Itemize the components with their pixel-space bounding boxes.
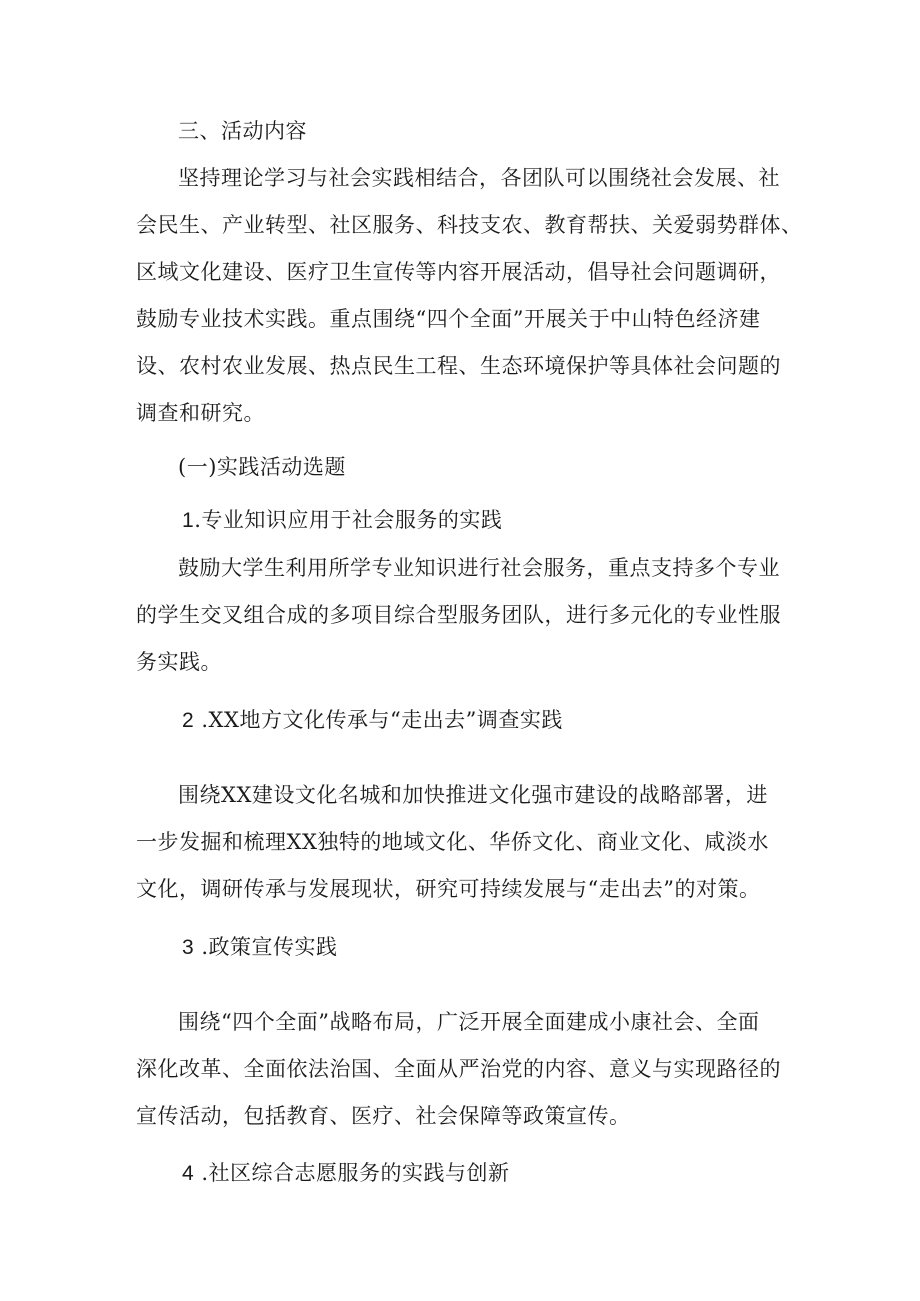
paragraph-line: 宣传活动，包括教育、医疗、社会保障等政策宣传。	[136, 1104, 631, 1128]
item-number: 2	[182, 709, 195, 732]
item-heading	[182, 505, 502, 536]
item-title: .XX地方文化传承与“走出去”调查实践	[201, 708, 563, 732]
item-title: .专业知识应用于社会服务的实践	[194, 508, 503, 532]
item-number: 1	[182, 509, 195, 532]
paragraph-line: 围绕XX建设文化名城和加快推进文化强市建设的战略部署，进	[178, 783, 768, 807]
paragraph-line: 务实践。	[136, 650, 222, 674]
paragraph-line: 文化，调研传承与发展现状，研究可持续发展与“走出去”的对策。	[136, 877, 761, 901]
paragraph-line: 深化改革、全面依法治国、全面从严治党的内容、意义与实现路径的	[136, 1057, 781, 1081]
subsection-heading: (一)实践活动选题	[178, 455, 346, 479]
paragraph-line: 设、农村农业发展、热点民生工程、生态环境保护等具体社会问题的	[136, 354, 781, 378]
paragraph-line: 的学生交叉组合成的多项目综合型服务团队，进行多元化的专业性服	[136, 603, 781, 627]
paragraph-line: 鼓励专业技术实践。重点围绕“四个全面”开展关于中山特色经济建	[136, 307, 761, 331]
section-heading: 三、活动内容	[178, 119, 307, 143]
paragraph-line: 一步发掘和梳理XX独特的地域文化、华侨文化、商业文化、咸淡水	[136, 830, 769, 854]
paragraph-line: 围绕“四个全面”战略布局，广泛开展全面建成小康社会、全面	[178, 1010, 760, 1034]
item-title: .社区综合志愿服务的实践与创新	[201, 1161, 510, 1185]
item-number: 3	[182, 936, 195, 959]
paragraph-line: 会民生、产业转型、社区服务、科技支农、教育帮扶、关爱弱势群体、	[136, 213, 803, 237]
paragraph-line: 坚持理论学习与社会实践相结合，各团队可以围绕社会发展、社	[178, 166, 780, 190]
item-heading	[182, 705, 563, 736]
paragraph-line: 调查和研究。	[136, 401, 265, 425]
item-heading	[182, 1158, 510, 1189]
paragraph-line: 鼓励大学生利用所学专业知识进行社会服务，重点支持多个专业	[178, 556, 780, 580]
item-title: .政策宣传实践	[201, 935, 338, 959]
item-number: 4	[182, 1162, 195, 1185]
item-heading	[182, 932, 338, 963]
paragraph-line: 区域文化建设、医疗卫生宣传等内容开展活动，倡导社会问题调研，	[136, 260, 781, 284]
